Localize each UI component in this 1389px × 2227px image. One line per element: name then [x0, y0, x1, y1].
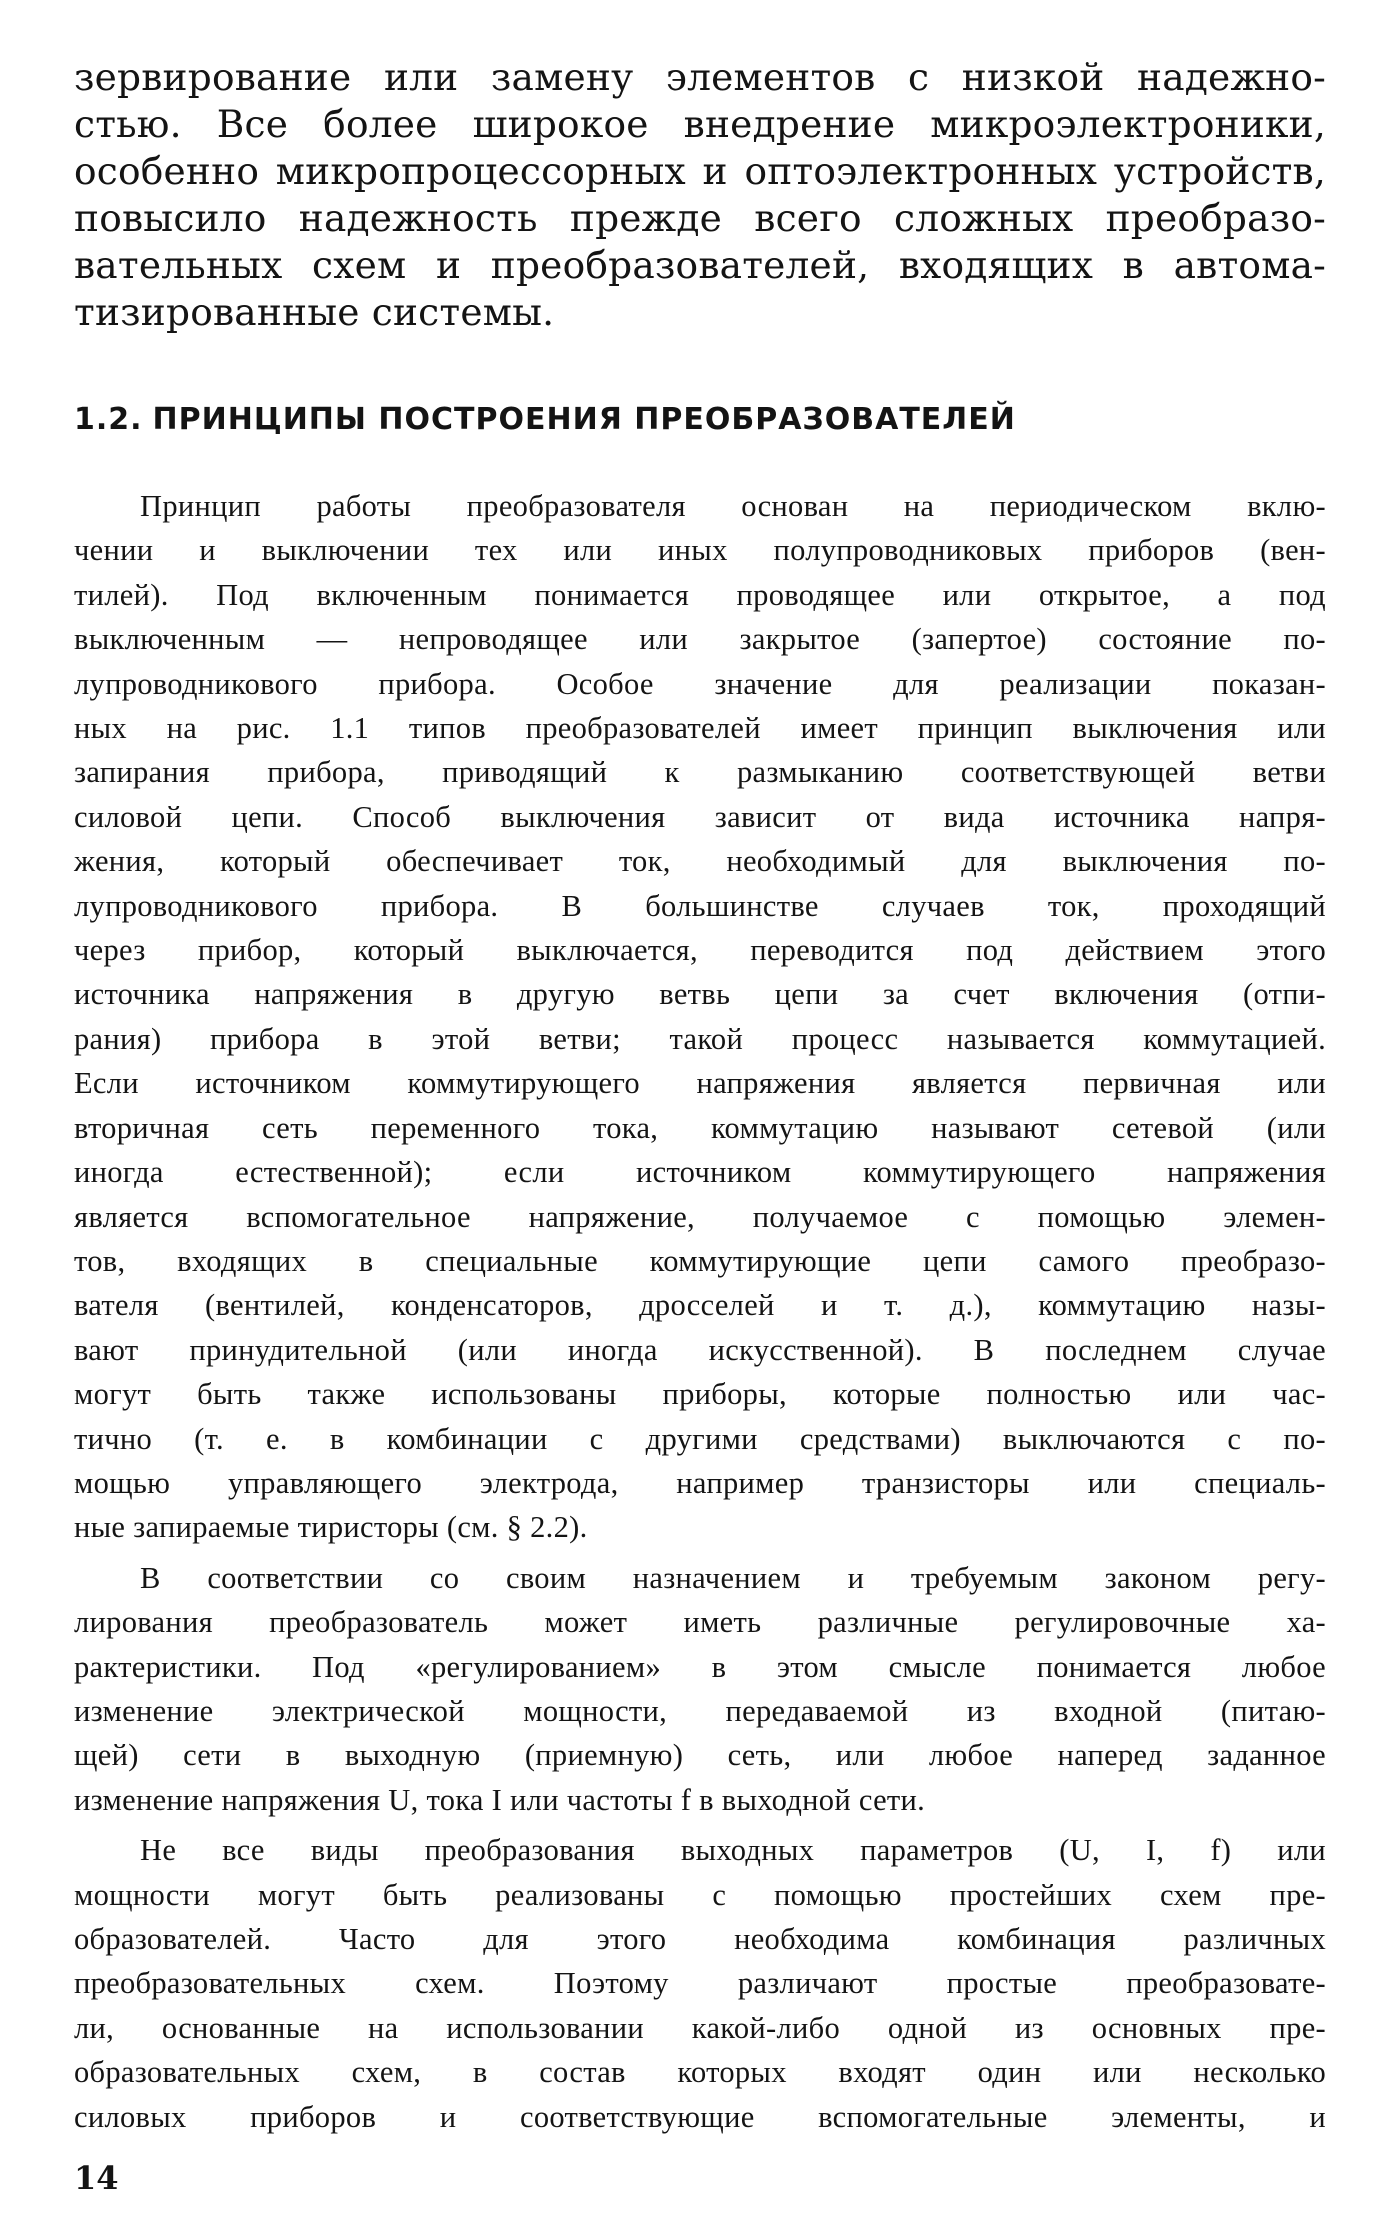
text-line: лупроводникового прибора. В большинстве случаев ток, проходящий — [74, 888, 1326, 923]
text-line: ные запираемые тиристоры (см. § 2.2). — [74, 1510, 588, 1545]
text-line: Принцип работы преобразователя основан на периодическом вклю- — [140, 489, 1326, 523]
text-line: Если источником коммутирующего напряжения является первичная или — [74, 1066, 1326, 1101]
text-line: зервирование или замену элементов с низкой надежно- — [74, 55, 1326, 99]
text-line: особенно микропроцессорных и оптоэлектронных устройств, — [74, 149, 1326, 193]
text-line: тично (т. е. в комбинации с другими средствами) выключаются с по- — [74, 1421, 1326, 1456]
text-line: тов, входящих в специальные коммутирующие цепи самого преобразо- — [74, 1243, 1326, 1278]
text-line: иногда естественной); если источником коммутирующего напряжения — [74, 1155, 1326, 1190]
text-line: тизированные системы. — [74, 290, 555, 334]
text-line: могут быть также использованы приборы, которые полностью или час- — [74, 1377, 1326, 1412]
text-line: образователей. Часто для этого необходима комбинация различных — [74, 1922, 1326, 1956]
text-line: рактеристики. Под «регулированием» в этом смысле понимается любое — [74, 1649, 1326, 1684]
text-line: через прибор, который выключается, переводится под действием этого — [74, 933, 1326, 968]
text-line: ли, основанные на использовании какой-либо одной из основных пре- — [74, 2010, 1326, 2045]
body-text — [74, 484, 1326, 2139]
text-line: вают принудительной (или иногда искусственной). В последнем случае — [74, 1332, 1326, 1367]
text-line: запирания прибора, приводящий к размыканию соответствующей ветви — [74, 755, 1326, 790]
section-heading — [74, 400, 1326, 440]
text-line: мощности могут быть реализованы с помощью простейших схем пре- — [74, 1877, 1326, 1912]
text-line: изменение напряжения U, тока I или частоты f в выходной сети. — [74, 1782, 926, 1817]
text-line: ных на рис. 1.1 типов преобразователей имеет принцип выключения или — [74, 711, 1326, 746]
text-line: повысило надежность прежде всего сложных преобразо- — [74, 196, 1326, 240]
text-line: чении и выключении тех или иных полупроводниковых приборов (вен- — [74, 533, 1326, 568]
paragraph-1 — [74, 484, 1326, 1550]
book-page — [74, 54, 1326, 2197]
text-line: стью. Все более широкое внедрение микроэлектроники, — [74, 102, 1326, 146]
intro-paragraph — [74, 54, 1326, 336]
text-line: силовых приборов и соответствующие вспомогательные элементы, и — [74, 2099, 1326, 2134]
text-line: силовой цепи. Способ выключения зависит от вида источника напря- — [74, 799, 1326, 834]
text-line: источника напряжения в другую ветвь цепи за счет включения (отпи- — [74, 977, 1326, 1012]
paragraph-3 — [74, 1828, 1326, 2139]
text-line: мощью управляющего электрода, например транзисторы или специаль- — [74, 1465, 1326, 1500]
text-line: лирования преобразователь может иметь различные регулировочные ха- — [74, 1605, 1326, 1640]
text-line: преобразовательных схем. Поэтому различают простые преобразовате- — [74, 1966, 1326, 2001]
text-line: является вспомогательное напряжение, получаемое с помощью элемен- — [74, 1199, 1326, 1234]
paragraph-2 — [74, 1556, 1326, 1822]
text-line: изменение электрической мощности, передаваемой из входной (питаю- — [74, 1693, 1326, 1728]
section-title: ПРИНЦИПЫ ПОСТРОЕНИЯ ПРЕОБРАЗОВАТЕЛЕЙ — [152, 402, 1016, 437]
text-line: образовательных схем, в состав которых входят один или несколько — [74, 2055, 1326, 2090]
page-number: 14 — [74, 2159, 119, 2197]
text-line: вторичная сеть переменного тока, коммутацию называют сетевой (или — [74, 1110, 1326, 1145]
text-line: жения, который обеспечивает ток, необходимый для выключения по- — [74, 844, 1326, 879]
text-line: В соответствии со своим назначением и требуемым законом регу- — [140, 1560, 1326, 1595]
text-line: рания) прибора в этой ветви; такой процесс называется коммутацией. — [74, 1021, 1326, 1056]
text-line: тилей). Под включенным понимается проводящее или открытое, а под — [74, 577, 1326, 612]
text-line: вателя (вентилей, конденсаторов, дросселей и т. д.), коммутацию назы- — [74, 1288, 1326, 1323]
text-line: Не все виды преобразования выходных параметров (U, I, f) или — [140, 1833, 1326, 1868]
text-line: вательных схем и преобразователей, входящих в автома- — [74, 243, 1326, 287]
text-line: щей) сети в выходную (приемную) сеть, или любое наперед заданное — [74, 1738, 1326, 1773]
section-number: 1.2. — [74, 402, 143, 437]
text-line: лупроводникового прибора. Особое значение для реализации показан- — [74, 666, 1326, 701]
text-line: выключенным — непроводящее или закрытое (запертое) состояние по- — [74, 622, 1326, 657]
